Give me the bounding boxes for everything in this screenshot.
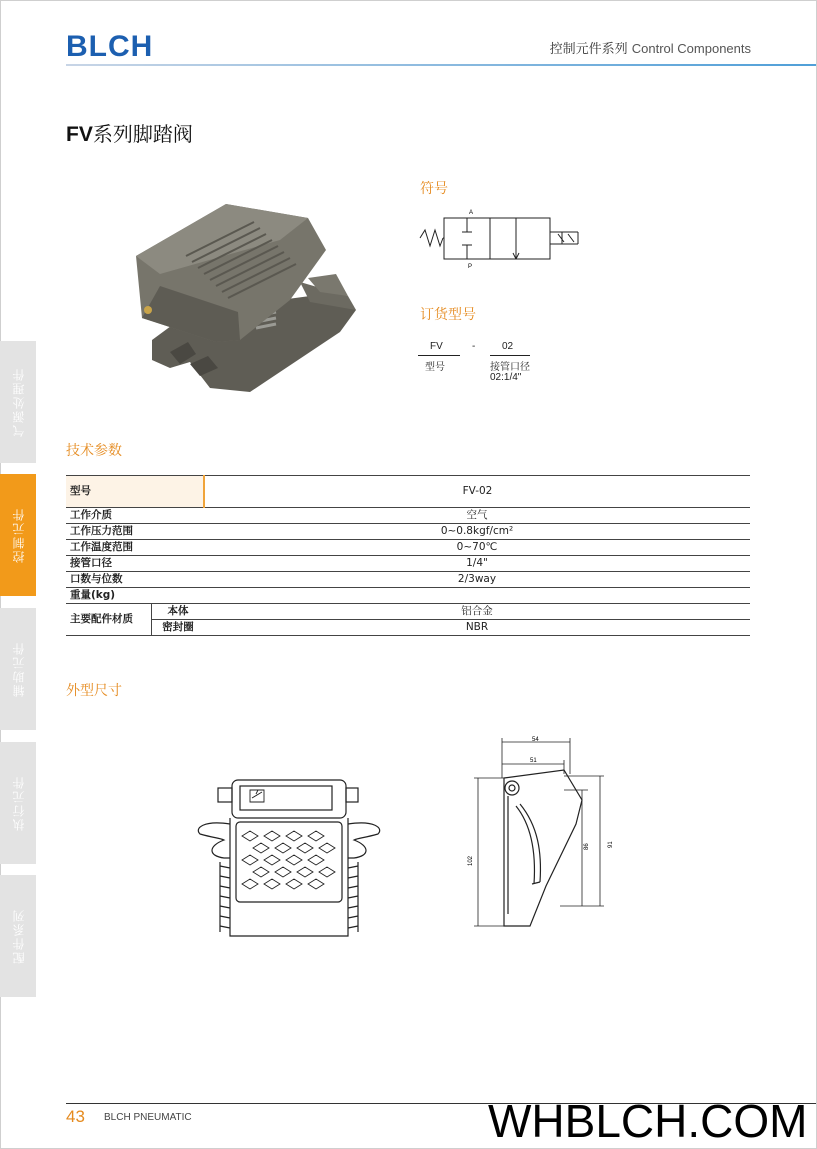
order-code-model-label: 型号 <box>425 362 445 373</box>
spec-label: 工作介质 <box>66 508 204 524</box>
side-tab-accessories[interactable] <box>0 875 36 997</box>
section-order-heading: 订货型号 <box>420 307 476 323</box>
spec-label: 口数与位数 <box>66 572 204 588</box>
dim-86: 86 <box>584 843 590 850</box>
spec-label: 工作压力范围 <box>66 524 204 540</box>
spec-material-label: 主要配件材质 <box>66 604 152 636</box>
port-a-label: A <box>469 210 474 216</box>
section-dims-heading: 外型尺寸 <box>66 683 122 699</box>
dim-91: 91 <box>608 841 614 848</box>
spec-value: 空气 <box>204 508 750 524</box>
dim-51: 51 <box>530 758 537 764</box>
spec-material-value: NBR <box>204 620 750 636</box>
section-tech-heading: 技术参数 <box>66 443 122 459</box>
header-rule <box>66 64 816 66</box>
footer-brand: BLCH PNEUMATIC <box>104 1112 192 1123</box>
table-row <box>66 556 750 572</box>
dim-54: 54 <box>532 737 539 743</box>
side-tab-label: 配件系列 <box>11 908 26 964</box>
spec-material-value: 铝合金 <box>204 604 750 620</box>
order-code-model-underline <box>418 355 460 356</box>
order-code-size-note: 02:1/4" <box>490 372 522 383</box>
spec-header-value: FV-02 <box>204 476 750 508</box>
side-tab-auxiliary[interactable] <box>0 608 36 730</box>
spec-table <box>66 475 750 636</box>
spec-label: 工作温度范围 <box>66 540 204 556</box>
order-code-size-label: 接管口径 <box>490 362 530 373</box>
side-tab-actuators[interactable] <box>0 742 36 864</box>
title-name: 系列脚踏阀 <box>92 122 193 146</box>
brand-logo: BLCH <box>66 30 154 63</box>
spec-label: 接管口径 <box>66 556 204 572</box>
table-row <box>66 540 750 556</box>
spec-header-label: 型号 <box>66 476 204 508</box>
header-series <box>550 38 751 57</box>
port-p-label: P <box>468 264 473 270</box>
spec-value: 0~70℃ <box>204 540 750 556</box>
table-row <box>66 588 750 604</box>
order-code-model: FV <box>430 341 443 352</box>
spec-value <box>204 588 750 604</box>
spec-value: 2/3way <box>204 572 750 588</box>
page-title <box>66 118 193 147</box>
spec-table-wrap <box>66 475 750 636</box>
series-en: Control Components <box>631 41 751 56</box>
section-symbol-heading: 符号 <box>420 181 448 197</box>
title-model: FV <box>66 123 93 146</box>
spec-label: 重量(kg) <box>66 588 204 604</box>
table-row <box>66 508 750 524</box>
side-tab-label: 执行元件 <box>11 775 26 831</box>
page-number: 43 <box>66 1107 85 1126</box>
side-tab-label: 辅助元件 <box>11 641 26 697</box>
side-view-drawing <box>460 734 624 934</box>
order-code-dash: - <box>472 341 476 352</box>
side-tab-label: 控制元件 <box>11 507 26 563</box>
top-view-drawing <box>194 776 384 940</box>
side-tab-control-components[interactable] <box>0 474 36 596</box>
site-watermark: WHBLCH.COM <box>488 1095 808 1147</box>
table-row <box>66 604 750 620</box>
spec-material-part: 本体 <box>152 604 205 620</box>
table-row <box>66 620 750 636</box>
order-code-size-underline <box>490 355 530 356</box>
dim-102: 102 <box>468 855 474 866</box>
foot-valve-product-photo <box>130 192 366 400</box>
spec-material-part: 密封圈 <box>152 620 205 636</box>
spec-value: 0~0.8kgf/cm² <box>204 524 750 540</box>
table-row <box>66 524 750 540</box>
valve-symbol-diagram <box>418 204 584 274</box>
series-cn: 控制元件系列 <box>549 42 628 57</box>
order-code-size: 02 <box>502 341 514 352</box>
side-tab-air-treatment[interactable] <box>0 341 36 463</box>
table-row <box>66 572 750 588</box>
spec-value: 1/4" <box>204 556 750 572</box>
side-tab-label: 气源处理件 <box>11 367 26 437</box>
spec-header-row <box>66 476 750 508</box>
